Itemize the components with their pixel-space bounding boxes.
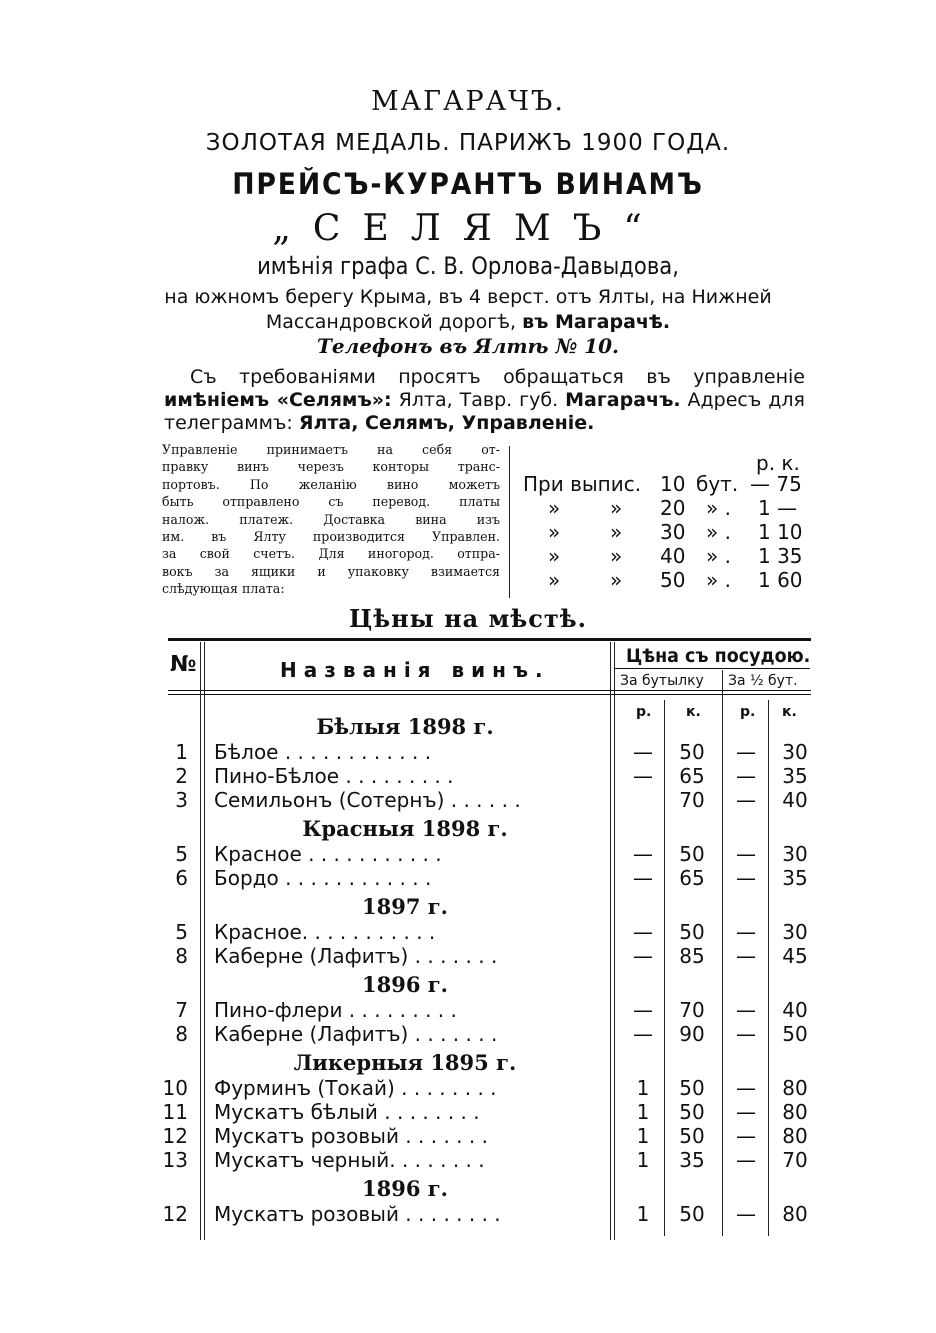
col-divider-r xyxy=(664,700,665,1236)
requests-line-3: телеграммъ: Ялта, Селямъ, Управленіе. xyxy=(164,412,595,434)
price-bottle-r: — xyxy=(633,920,653,944)
price-half-r: — xyxy=(736,920,756,944)
price-bottle-r: 1 xyxy=(636,1148,650,1172)
col-divider-bottle xyxy=(722,670,723,1236)
price-half-r: — xyxy=(736,1148,756,1172)
note-line: вокъ за ящики и упаковку взимается xyxy=(162,563,500,579)
unit-r: р. xyxy=(636,704,652,720)
ship-ditto: » xyxy=(610,544,623,568)
wine-name: Мускатъ бѣлый . . . . . . . . xyxy=(214,1100,480,1124)
price-bottle-r: — xyxy=(633,842,653,866)
wine-name: Каберне (Лафитъ) . . . . . . . xyxy=(214,1022,498,1046)
wine-name: Семильонъ (Сотернъ) . . . . . . xyxy=(214,788,521,812)
price-half-k: 80 xyxy=(782,1202,808,1226)
section-title: 1896 г. xyxy=(362,1176,448,1201)
price-bottle-k: 65 xyxy=(679,866,705,890)
wine-no: 12 xyxy=(162,1124,188,1148)
price-bottle-r: — xyxy=(633,944,653,968)
ship-label: При выпис. xyxy=(523,472,642,496)
price-half-k: 45 xyxy=(782,944,808,968)
wine-name: Каберне (Лафитъ) . . . . . . . xyxy=(214,944,498,968)
price-half-r: — xyxy=(736,1022,756,1046)
col-bottle-header: За бутылку xyxy=(620,673,704,689)
ship-qty: 20 xyxy=(660,496,686,520)
price-half-k: 35 xyxy=(782,764,808,788)
price-bottle-k: 90 xyxy=(679,1022,705,1046)
note-line: быть отправлено съ перевод. платы xyxy=(162,494,500,510)
wine-no: 13 xyxy=(162,1148,188,1172)
price-bottle-r: — xyxy=(633,1022,653,1046)
note-line: портовъ. По желанію вино можетъ xyxy=(162,476,500,492)
location-line-2: Массандровской дорогѣ, въ Магарачѣ. xyxy=(265,311,671,333)
ship-price: — 75 xyxy=(750,472,802,496)
ship-unit: » . xyxy=(706,544,731,568)
price-half-k: 30 xyxy=(782,920,808,944)
price-half-k: 80 xyxy=(782,1124,808,1148)
shipping-units: р. к. xyxy=(756,451,800,475)
price-bottle-r: — xyxy=(633,764,653,788)
price-half-k: 50 xyxy=(782,1022,808,1046)
wine-name: Фурминъ (Токай) . . . . . . . . xyxy=(214,1076,497,1100)
price-half-k: 30 xyxy=(782,842,808,866)
ship-label: » xyxy=(548,496,561,520)
delivery-note xyxy=(162,441,500,598)
note-line: им. въ Ялту производится Управлен. xyxy=(162,529,500,545)
ship-qty: 40 xyxy=(660,544,686,568)
price-half-r: — xyxy=(736,1100,756,1124)
ship-qty: 10 xyxy=(660,472,686,496)
price-half-r: — xyxy=(736,944,756,968)
unit-k2: к. xyxy=(782,704,797,720)
price-bottle-k: 50 xyxy=(679,842,705,866)
section-title: 1897 г. xyxy=(362,894,448,919)
price-bottle-r: — xyxy=(633,740,653,764)
price-half-k: 35 xyxy=(782,866,808,890)
section-title: Ликерныя 1895 г. xyxy=(293,1050,517,1075)
wine-no: 7 xyxy=(175,998,188,1022)
price-half-r: — xyxy=(736,1124,756,1148)
price-half-r: — xyxy=(736,1076,756,1100)
wine-no: 5 xyxy=(175,842,188,866)
wine-no: 11 xyxy=(162,1100,188,1124)
price-bottle-r: — xyxy=(633,998,653,1022)
ship-price: 1 60 xyxy=(758,568,803,592)
phone-line: Телефонъ въ Ялтѣ № 10. xyxy=(317,334,619,358)
price-half-k: 80 xyxy=(782,1100,808,1124)
unit-r2: р. xyxy=(740,704,756,720)
price-subheader-rule xyxy=(614,668,810,669)
col-price-header: Цѣна съ посудою. xyxy=(626,645,811,667)
estate-line: имѣнія графа С. В. Орлова-Давыдова, xyxy=(257,252,679,280)
ship-ditto: » xyxy=(610,496,623,520)
price-bottle-k: 50 xyxy=(679,1202,705,1226)
ship-price: 1 — xyxy=(758,496,798,520)
note-line: за свой счетъ. Для иногород. отпра- xyxy=(162,546,500,562)
section-title: Красныя 1898 г. xyxy=(302,816,508,841)
wine-no: 1 xyxy=(175,740,188,764)
wine-no: 8 xyxy=(175,1022,188,1046)
wine-name: Бордо . . . . . . . . . . . . xyxy=(214,866,432,890)
ship-unit: » . xyxy=(706,496,731,520)
table-heading: Цѣны на мѣстѣ. xyxy=(349,604,587,633)
unit-k: к. xyxy=(686,704,701,720)
note-line: слѣдующая плата: xyxy=(162,581,285,597)
price-half-r: — xyxy=(736,764,756,788)
wine-no: 8 xyxy=(175,944,188,968)
wine-name: Мускатъ черный. . . . . . . . xyxy=(214,1148,485,1172)
price-bottle-r: — xyxy=(633,866,653,890)
wine-name: Пино-Бѣлое . . . . . . . . . xyxy=(214,764,454,788)
wine-name: Мускатъ розовый . . . . . . . . xyxy=(214,1202,501,1226)
section-title: 1896 г. xyxy=(362,972,448,997)
location-line-1: на южномъ берегу Крыма, въ 4 верст. отъ Ялты, на Нижней xyxy=(164,286,772,308)
price-half-k: 80 xyxy=(782,1076,808,1100)
price-bottle-k: 35 xyxy=(679,1148,705,1172)
wine-no: 2 xyxy=(175,764,188,788)
header-rule-2 xyxy=(168,694,811,695)
table-top-rule xyxy=(168,638,811,641)
note-line: правку винъ черезъ конторы транс- xyxy=(162,459,500,475)
price-bottle-k: 50 xyxy=(679,1124,705,1148)
wine-no: 5 xyxy=(175,920,188,944)
price-bottle-k: 50 xyxy=(679,1100,705,1124)
price-half-r: — xyxy=(736,842,756,866)
ship-label: » xyxy=(548,544,561,568)
price-bottle-k: 50 xyxy=(679,740,705,764)
col-divider-name xyxy=(610,642,611,1240)
header-rule xyxy=(168,690,811,691)
col-half-header: За ½ бут. xyxy=(728,673,798,689)
ship-qty: 30 xyxy=(660,520,686,544)
price-bottle-k: 70 xyxy=(679,788,705,812)
price-half-r: — xyxy=(736,998,756,1022)
wine-name: Красное . . . . . . . . . . . xyxy=(214,842,442,866)
requests-line-2: имѣніемъ «Селямъ»: Ялта, Тавр. губ. Магарачъ. Адресъ для xyxy=(164,389,805,411)
price-half-r: — xyxy=(736,740,756,764)
wine-name: Бѣлое . . . . . . . . . . . . xyxy=(214,740,432,764)
ship-ditto: » xyxy=(610,520,623,544)
price-half-k: 40 xyxy=(782,788,808,812)
price-bottle-r: 1 xyxy=(636,1076,650,1100)
place-title: МАГАРАЧЪ. xyxy=(371,86,565,117)
note-divider xyxy=(509,446,510,598)
ship-unit: » . xyxy=(706,568,731,592)
wine-no: 10 xyxy=(162,1076,188,1100)
wine-name: Красное. . . . . . . . . . . xyxy=(214,920,436,944)
price-half-k: 40 xyxy=(782,998,808,1022)
col-name-header: Названія винъ. xyxy=(280,658,550,682)
wine-name: Пино-флери . . . . . . . . . xyxy=(214,998,457,1022)
wine-name: Мускатъ розовый . . . . . . . xyxy=(214,1124,488,1148)
wine-no: 12 xyxy=(162,1202,188,1226)
price-half-k: 30 xyxy=(782,740,808,764)
price-half-r: — xyxy=(736,1202,756,1226)
col-divider-r2 xyxy=(768,700,769,1236)
note-line: Управленіе принимаетъ на себя от- xyxy=(162,442,500,457)
price-list-title: ПРЕЙСЪ-КУРАНТЪ ВИНАМЪ xyxy=(232,167,704,201)
ship-ditto: » xyxy=(610,568,623,592)
ship-price: 1 35 xyxy=(758,544,803,568)
col-no-header: № xyxy=(170,652,197,677)
medal-line: ЗОЛОТАЯ МЕДАЛЬ. ПАРИЖЪ 1900 ГОДА. xyxy=(205,130,731,156)
price-bottle-k: 85 xyxy=(679,944,705,968)
price-half-r: — xyxy=(736,866,756,890)
section-title: Бѣлыя 1898 г. xyxy=(316,714,494,739)
ship-qty: 50 xyxy=(660,568,686,592)
wine-no: 3 xyxy=(175,788,188,812)
brand-name: „СЕЛЯМЪ“ xyxy=(272,208,664,249)
wine-no: 6 xyxy=(175,866,188,890)
col-divider-name-2 xyxy=(614,642,615,1240)
ship-unit: » . xyxy=(706,520,731,544)
price-bottle-r: 1 xyxy=(636,1202,650,1226)
price-bottle-k: 50 xyxy=(679,920,705,944)
ship-label: » xyxy=(548,568,561,592)
price-bottle-r: 1 xyxy=(636,1100,650,1124)
ship-label: » xyxy=(548,520,561,544)
price-bottle-k: 50 xyxy=(679,1076,705,1100)
price-half-k: 70 xyxy=(782,1148,808,1172)
price-half-r: — xyxy=(736,788,756,812)
ship-price: 1 10 xyxy=(758,520,803,544)
price-bottle-r: 1 xyxy=(636,1124,650,1148)
price-bottle-k: 70 xyxy=(679,998,705,1022)
price-bottle-k: 65 xyxy=(679,764,705,788)
ship-unit: бут. xyxy=(696,472,739,496)
requests-line-1: Съ требованіями просятъ обращаться въ управленіе xyxy=(190,366,805,388)
note-line: налож. платеж. Доставка вина изъ xyxy=(162,511,500,527)
